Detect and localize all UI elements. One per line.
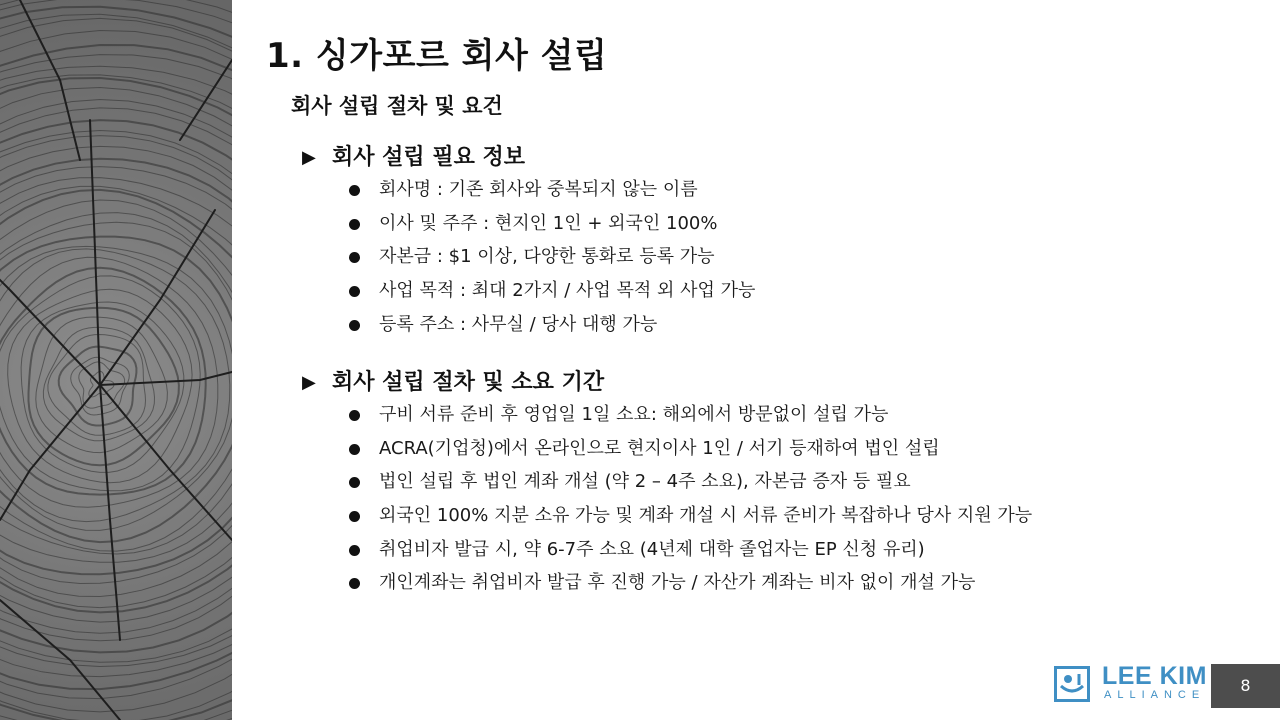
bullet-icon: [349, 219, 360, 230]
logo-text: LEE KIM: [1102, 662, 1207, 690]
bullet-icon: [349, 410, 360, 421]
list-item-text: 이사 및 주주 : 현지인 1인 + 외국인 100%: [379, 212, 718, 234]
list-item-text: 자본금 : $1 이상, 다양한 통화로 등록 가능: [379, 246, 715, 268]
list-item-text: ACRA(기업청)에서 온라인으로 현지이사 1인 / 서기 등재하여 법인 설립: [379, 437, 940, 459]
list-item-text: 개인계좌는 취업비자 발급 후 진행 가능 / 자산가 계좌는 비자 없이 개설 가능: [379, 572, 976, 594]
section-procedure-period: [302, 366, 1202, 602]
slide-subtitle: 회사 설립 절차 및 요건: [291, 94, 503, 118]
wood-texture-image: [0, 0, 232, 720]
bullet-icon: [349, 511, 360, 522]
list-item: [302, 400, 1202, 434]
section-heading-text: 회사 설립 절차 및 소요 기간: [332, 370, 605, 395]
play-triangle-icon: ▶: [302, 147, 316, 168]
list-item: [302, 310, 1202, 344]
logo-mark-icon: [1054, 666, 1090, 702]
list-item: [302, 501, 1202, 535]
list-item: [302, 175, 1202, 209]
list-item: [302, 276, 1202, 310]
section-heading-text: 회사 설립 필요 정보: [332, 145, 525, 170]
list-item-text: 외국인 100% 지분 소유 가능 및 계좌 개설 시 서류 준비가 복잡하나 당사 지원 가능: [379, 505, 1033, 527]
logo-subtext: ALLIANCE: [1104, 689, 1206, 701]
bullet-list: [302, 400, 1202, 602]
bullet-icon: [349, 578, 360, 589]
play-triangle-icon: ▶: [302, 372, 316, 393]
list-item: [302, 209, 1202, 243]
section-heading: [302, 366, 1202, 400]
section-heading: [302, 141, 1202, 175]
list-item-text: 법인 설립 후 법인 계좌 개설 (약 2 – 4주 소요), 자본금 증자 등 필요: [379, 471, 911, 493]
bullet-icon: [349, 252, 360, 263]
bullet-icon: [349, 286, 360, 297]
list-item-text: 취업비자 발급 시, 약 6-7주 소요 (4년제 대학 졸업자는 EP 신청 유리): [379, 538, 925, 560]
list-item: [302, 568, 1202, 602]
bullet-icon: [349, 185, 360, 196]
list-item: [302, 434, 1202, 468]
list-item: [302, 535, 1202, 569]
list-item-text: 구비 서류 준비 후 영업일 1일 소요: 해외에서 방문없이 설립 가능: [379, 404, 889, 425]
bullet-icon: [349, 444, 360, 455]
bullet-list: [302, 175, 1202, 343]
bullet-icon: [349, 545, 360, 556]
slide-title: 1. 싱가포르 회사 설립: [266, 36, 608, 76]
page-number: 8: [1211, 664, 1280, 708]
section-required-info: [302, 141, 1202, 343]
list-item: [302, 242, 1202, 276]
list-item: [302, 467, 1202, 501]
company-logo: [1054, 662, 1207, 704]
list-item-text: 회사명 : 기존 회사와 중복되지 않는 이름: [379, 179, 698, 200]
bullet-icon: [349, 477, 360, 488]
list-item-text: 사업 목적 : 최대 2가지 / 사업 목적 외 사업 가능: [379, 280, 756, 302]
list-item-text: 등록 주소 : 사무실 / 당사 대행 가능: [379, 313, 658, 335]
bullet-icon: [349, 320, 360, 331]
